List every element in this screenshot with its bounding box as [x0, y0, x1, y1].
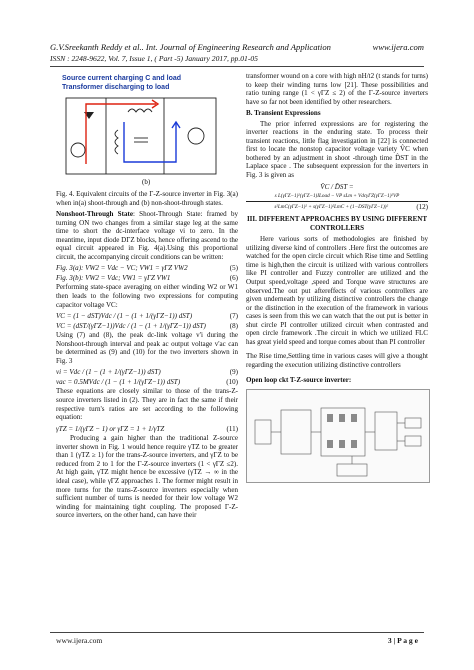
equation-text: s²LmC(γΓZ−1)² + s(γΓZ−1)²LmC + (1−DST(γΓZ−1))²: [274, 203, 389, 210]
page-header: [50, 42, 424, 63]
equation-5: [56, 264, 238, 273]
scope-block: [405, 418, 421, 428]
scope-block: [405, 436, 421, 446]
zsource-block: [281, 410, 311, 454]
paragraph: Using (7) and (8), the peak dc-link voltage v'i during the Nonshoot-through interval and peak ac output voltage v'ac can be determined as (9) and (10) for the two inverters shown in Fig. 3: [56, 331, 238, 365]
page-number: 3 | P a g e: [387, 636, 418, 645]
section-b-title: B. Transient Expressions: [246, 109, 321, 118]
equation-number: (6): [229, 273, 238, 282]
header-issn: ISSN : 2248-9622, Vol. 7, Issue 1, ( Part -5) January 2017, pp.01-05: [50, 54, 258, 63]
left-column: [56, 72, 238, 523]
equation-text: VC = (dST/(γΓZ−1))Vdc / (1 − (1 + 1/(γΓZ−1)) dST): [56, 321, 206, 330]
equation-12-denominator: [246, 203, 428, 212]
load-source: [188, 128, 204, 144]
dc-source-block: [255, 420, 271, 444]
paragraph: Performing state-space averaging on either winding W2 or W1 then leads to the following two expressions for computing capacitor voltage VC:: [56, 283, 238, 309]
equation-10: [56, 378, 238, 387]
current-path-red: [86, 104, 156, 164]
equation-text: VC = (1 − dST)Vdc / (1 − (1 + 1/(γΓZ−1)) dST): [56, 312, 193, 321]
inductor-w2: [115, 130, 118, 154]
switch-icon: [339, 414, 345, 422]
paragraph: Here various sorts of methodologies are finished by utilizing diverse kind of controllers .Here first the outcomes are watched for the open circle circuit which Rise time and Settling time is high,then the circuit is utilized with various controllers like PI controller and Fuzzy controller are utilized and the Output speed,voltage ,speed and Torque wave structures are observed.The out put aftereffects of various controllers are given underneath by utilizing distinctive controllers the change or the distinction in the execution of the framework in various cases is seen from this we can watch that the out put is better in shut circle PI controller utilized circuit when contrasted and open circle framework .The circuit in which we utilized FLC has great yield speed and torque comes about than PI controller: [246, 235, 428, 346]
footer-rule: [50, 632, 424, 633]
paragraph: The Rise time,Settling time in various cases will give a thought regarding the execution utilizing distinctive controllers: [246, 352, 428, 369]
header-authors: G.V.Sreekanth Reddy et al.. Int. Journal of Engineering Research and Application: [50, 42, 331, 52]
equation-12-lhs: V̂C / D̂ST =: [320, 182, 354, 191]
switch-icon: [351, 414, 357, 422]
nonshoot-title: Nonshoot-Through State: [56, 210, 133, 219]
equation-11: [56, 425, 238, 434]
inductor-w1: [128, 109, 152, 112]
paragraph: transformer wound on a core with high nH/t2 (t stands for turns) to keep their winding turns low [21]. These possibilities and ratio tuning range (1 < γΓZ ≤ 2) of the Γ-Z-source inverters have so far not been identified by other researchers.: [246, 72, 428, 106]
equation-number: (12): [416, 202, 428, 211]
equation-number: (11): [226, 424, 238, 433]
switch-icon: [327, 440, 333, 448]
circuit-diagram: [56, 72, 238, 190]
switch-icon: [351, 440, 357, 448]
equation-text: γTZ = 1/(γΓZ − 1) or γΓZ = 1 + 1/γTZ: [56, 424, 165, 433]
nonshoot-paragraph: [56, 210, 238, 261]
motor-block: [375, 412, 397, 450]
equation-number: (8): [229, 321, 238, 330]
equation-text: vi = Vdc / (1 − (1 + 1/(γΓZ−1)) dST): [56, 368, 161, 377]
equation-number: (10): [226, 377, 238, 386]
page-footer: [56, 636, 418, 645]
paragraph: The prior inferred expressions are for registering the inverter reactions in the enduring state. To process their transient reactions, little flag investigation in [22] is connected first to locate the nonstop capacitor voltage variety V̂C when bothered by an adjustment in shoot -through time D̂ST in the Laplace space . The subsequent expression for the inverters in Fig. 3 is given as: [246, 119, 428, 180]
equation-number: (5): [229, 264, 238, 273]
nonshoot-body: : Shoot-Through State: framed by turning ON two changes from a similar stage leg at the same time to short the dc-interface voltage vi to zero. In the meantime, input diode DΓZ blocks, hence offering ascend to the equal circuit appeared in Fig. 4(a).Using this proportional circuit, the accompanying circuit conditions can be written:: [56, 210, 238, 261]
footer-site[interactable]: www.ijera.com: [56, 636, 103, 645]
equation-6: [56, 274, 238, 283]
header-rule: [50, 66, 424, 67]
equation-12-numerator: s L(γΓZ−1)²(γΓZ−1)ILoad − VP sLm + VdcγΓZ(γΓZ−1)²VP: [246, 192, 428, 202]
switch-icon: [327, 414, 333, 422]
fig-label-2: Transformer discharging to load: [62, 84, 170, 91]
equation-number: (7): [229, 312, 238, 321]
equation-text: Fig. 3(b): VW2 = Vdc; VW1 = γΓZ VW1: [56, 273, 171, 282]
equation-7: [56, 312, 238, 321]
equation-8: [56, 322, 238, 331]
paragraph: Producing a gain higher than the traditional Z-source inverter shown in Fig. 1 would hence require γTZ to be greater than 1 (γTZ ≥ 1) for the trans-Z-source inverters, and γΓZ to be reduced from 2 to 1 for the Γ-Z-source inverters (1 < γΓZ ≤2). At high gain, γTZ might hence be excessive (γTZ → ∞ in the ideal case), while γΓZ approaches 1. The former might result in more turns for the trans-Z-source inverters especially when sufficient number of turns is needed for their low voltage W2 winding for maintaining tight coupling. The proposed Γ-Z-source inverters, on the other hand, can have their: [56, 434, 238, 520]
equation-text: vac = 0.5MVdc / (1 − (1 + 1/(γΓZ−1)) dST): [56, 377, 181, 386]
current-path-blue: [124, 122, 176, 162]
simulink-diagram: [246, 389, 430, 483]
pwm-block: [337, 464, 367, 476]
paragraph: These equations are closely similar to those of the trans-Z-source inverters listed in (2). They are in fact the same if their respective turn's ratios are set according to the following equation:: [56, 387, 238, 422]
equation-9: [56, 368, 238, 377]
figure-caption: Fig. 4. Equivalent circuits of the Γ-Z-source inverter in Fig. 3(a) when in(a) shoot-through and (b) non-shoot-through states.: [56, 190, 238, 207]
open-loop-title: Open loop ckt T-Z-source inverter:: [246, 375, 352, 384]
section-3-title: III. DIFFERENT APPROACHES BY USING DIFFERENT CONTROLLERS: [246, 215, 428, 232]
fig-label-1: Source current charging C and load: [62, 75, 182, 82]
equation-text: Fig. 3(a): VW2 = Vdc − VC; VW1 = γΓZ VW2: [56, 264, 188, 273]
switch-icon: [339, 440, 345, 448]
source-vdc: [71, 143, 85, 157]
equation-number: (9): [229, 368, 238, 377]
figure-4b: [56, 72, 238, 190]
fig-sublabel: (b): [142, 178, 151, 186]
header-site[interactable]: www.ijera.com: [372, 42, 424, 52]
right-column: [246, 72, 428, 486]
